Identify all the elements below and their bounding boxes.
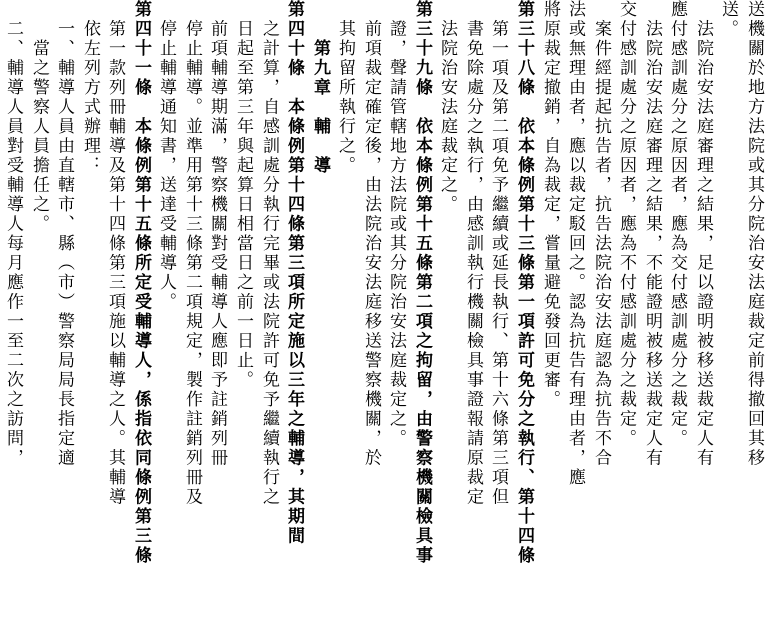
article-38-column-2: 第一項及第二項免予繼續或延長執行、第十六條第三項但 — [488, 0, 508, 507]
text-column-8: 法或無理由者，應以裁定駁回之。認為抗告有理由者，應 — [565, 0, 585, 488]
article-38-column-1: 第三十八條 依本條例第十三條第一項許可免分之執行、第十四條 — [514, 0, 534, 566]
article-38-column-3: 書免除處分之執行，由感訓執行機關檢具事證報請原裁定 — [463, 0, 483, 507]
article-40-column-3: 日起至第三年與起算日相當日之前一日止。 — [233, 0, 253, 390]
article-40-column-1: 第四十條 本條例第十四條第三項所定施以三年之輔導，其期間 — [284, 0, 304, 546]
article-38-column-4: 法院治安法庭裁定之。 — [437, 0, 457, 215]
chapter-9-heading: 第九章 輔 導 — [310, 0, 330, 176]
article-39-column-3: 前項裁定確定後，由法院治安法庭移送警察機關，於 — [361, 0, 381, 468]
text-column-7: 案件經提起抗告者，抗告法院治安法庭認為抗告不合 — [591, 0, 611, 468]
text-column-5: 法院治安法庭審理之結果，不能證明被移送裁定人有 — [642, 0, 662, 468]
article-39-column-1: 第三十九條 依本條例第十五條第二項之拘留，由警察機關檢具事 — [412, 0, 432, 566]
text-column-3: 法院治安法庭審理之結果，足以證明被移送裁定人有 — [693, 0, 713, 468]
text-column-4: 應付感訓處分之原因者，應為交付感訓處分之裁定。 — [667, 0, 687, 449]
text-column-6: 交付感訓處分之原因者，應為不付感訓處分之裁定。 — [616, 0, 636, 449]
article-41-column-6: 二、輔導人員對受輔導人每月應作一至二次之訪問， — [3, 0, 23, 468]
article-41-column-1: 第四十一條 本條例第十五條所定受輔導人，係指依同條例第三條 — [131, 0, 151, 566]
article-41-column-4: 一、輔導人員由直轄市、縣（市）警察局局長指定適 — [54, 0, 74, 468]
article-40-column-4: 前項輔導期滿，警察機關對受輔導人應即予註銷列冊 — [207, 0, 227, 468]
text-column-9: 將原裁定撤銷，自為裁定，嘗量避免發回更審。 — [540, 0, 560, 410]
article-40-column-2: 之計算，自感訓處分執行完畢或法院許可免予繼續執行之 — [259, 0, 279, 507]
article-40-column-6: 停止輔導通知書，送達受輔導人。 — [156, 0, 176, 312]
article-41-column-3: 依左列方式辦理： — [80, 0, 100, 176]
text-column-1: 送機關於地方法院或其分院治安法庭裁定前得撤回其移 — [744, 0, 764, 468]
article-41-column-2: 第一款列冊輔導及第十四條第三項施以輔導之人。其輔導 — [105, 0, 125, 507]
article-40-column-5: 停止輔導。並準用第十三條第二項規定，製作註銷列冊及 — [182, 0, 202, 507]
article-41-column-5: 當之警察人員擔任之。 — [29, 0, 49, 234]
text-column-2: 送。 — [718, 0, 738, 39]
article-39-column-2: 證，聲請管轄地方法院或其分院治安法庭裁定之。 — [386, 0, 406, 449]
article-39-column-4: 其拘留所執行之。 — [335, 0, 355, 176]
